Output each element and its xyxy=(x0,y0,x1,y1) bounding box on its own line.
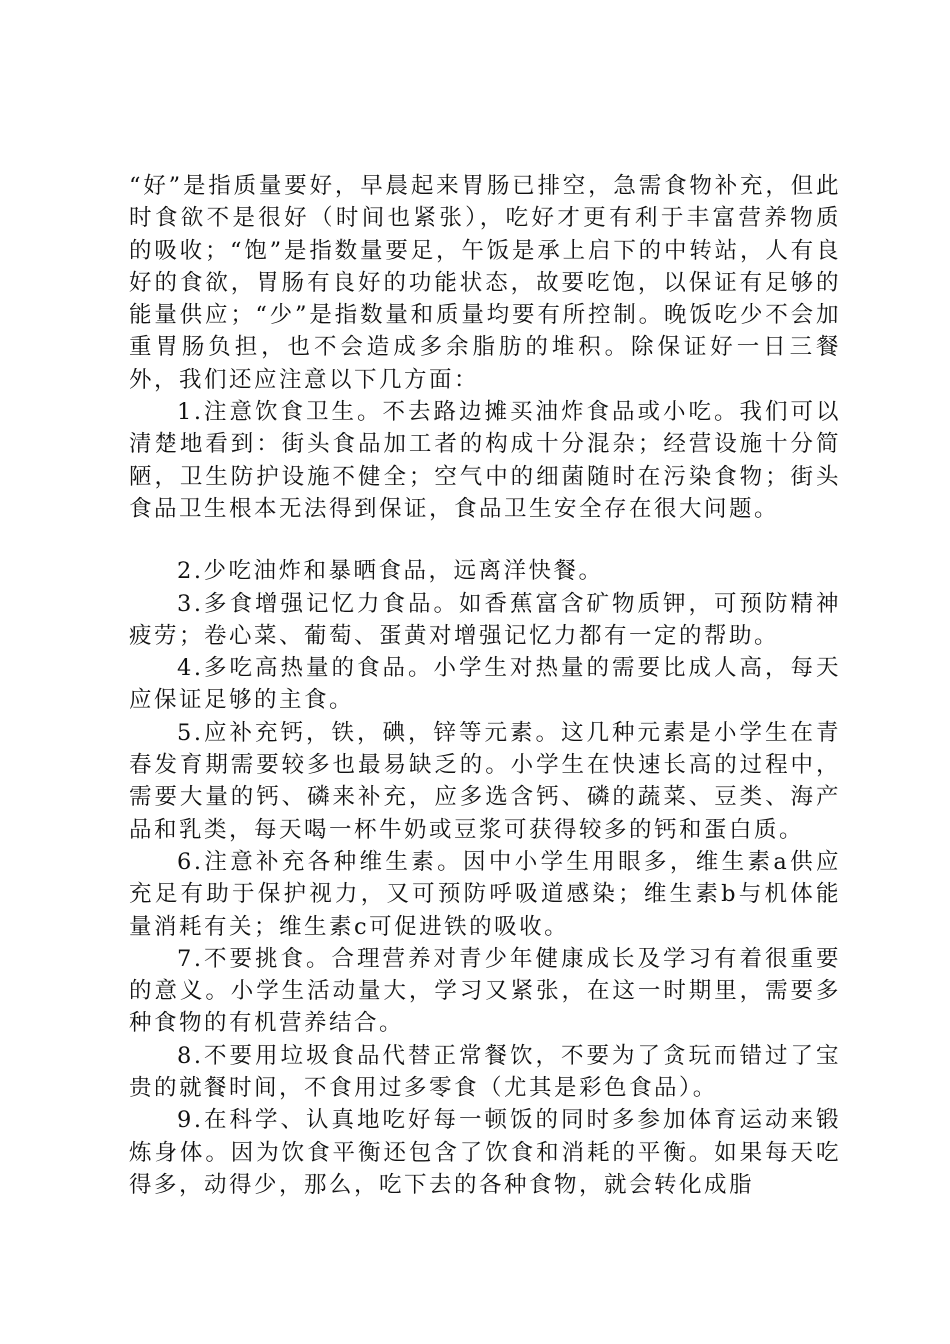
paragraph-item-6: 6.注意补充各种维生素。因中小学生用眼多，维生素a供应充足有助于保护视力，又可预防呼吸道感染；维生素b与机体能量消耗有关；维生素c可促进铁的吸收。 xyxy=(129,848,841,940)
paragraph-item-5: 5.应补充钙，铁，碘，锌等元素。这几种元素是小学生在青春发育期需要较多也最易缺乏的。小学生在快速长高的过程中，需要大量的钙、磷来补充，应多选含钙、磷的蔬菜、豆类、海产品和乳类，每天喝一杯牛奶或豆浆可获得较多的钙和蛋白质。 xyxy=(129,719,841,843)
paragraph-item-4: 4.多吃高热量的食品。小学生对热量的需要比成人高，每天应保证足够的主食。 xyxy=(129,655,841,714)
paragraph-gap xyxy=(129,525,841,555)
paragraph-item-3: 3.多食增强记忆力食品。如香蕉富含矿物质钾，可预防精神疲劳；卷心菜、葡萄、蛋黄对增强记忆力都有一定的帮助。 xyxy=(129,590,841,649)
paragraph-item-9: 9.在科学、认真地吃好每一顿饭的同时多参加体育运动来锻炼身体。因为饮食平衡还包含了饮食和消耗的平衡。如果每天吃得多，动得少，那么，吃下去的各种食物，就会转化成脂 xyxy=(129,1107,841,1198)
paragraph-item-2: 2.少吃油炸和暴晒食品，远离洋快餐。 xyxy=(177,558,604,585)
paragraph-item-1: 1.注意饮食卫生。不去路边摊买油炸食品或小吃。我们可以清楚地看到：街头食品加工者的构成十分混杂；经营设施十分简陋，卫生防护设施不健全；空气中的细菌随时在污染食物；街头食品卫生根本无法得到保证，食品卫生安全存在很大问题。 xyxy=(129,399,841,522)
paragraph-item-7: 7.不要挑食。合理营养对青少年健康成长及学习有着很重要的意义。小学生活动量大，学习又紧张，在这一时期里，需要多种食物的有机营养结合。 xyxy=(129,945,841,1037)
paragraph-meals-intro: “好”是指质量要好，早晨起来胃肠已排空，急需食物补充，但此时食欲不是很好（时间也紧张），吃好才更有利于丰富营养物质的吸收；“饱”是指数量要足，午饭是承上启下的中转站，人有良好的食欲，胃肠有良好的功能状态，故要吃饱，以保证有足够的能量供应；“少”是指数量和质量均要有所控制。晚饭吃少不会加重胃肠负担，也不会造成多余脂肪的堆积。除保证好一日三餐外，我们还应注意以下几方面： xyxy=(129,173,841,393)
paragraph-item-8: 8.不要用垃圾食品代替正常餐饮，不要为了贪玩而错过了宝贵的就餐时间，不食用过多零食（尤其是彩色食品）。 xyxy=(129,1042,841,1102)
document-body xyxy=(129,170,841,1201)
